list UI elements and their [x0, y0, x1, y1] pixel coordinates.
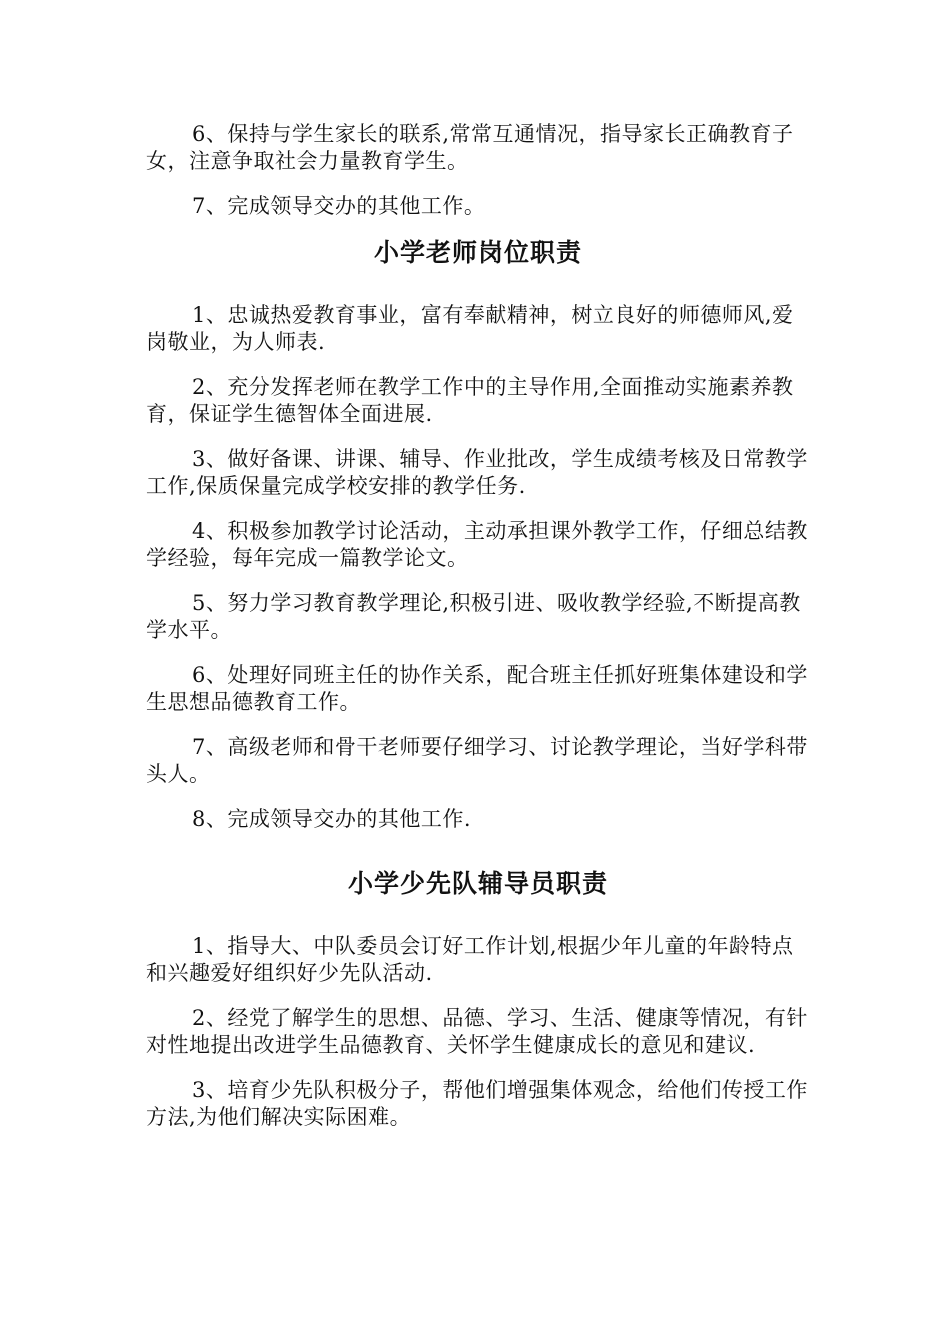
paragraph-item: 7、完成领导交办的其他工作。 — [192, 194, 486, 218]
paragraph-item: 7、高级老师和骨干老师要仔细学习、讨论教学理论，当好学科带头人。 — [146, 735, 808, 786]
paragraph-item: 6、保持与学生家长的联系,常常互通情况，指导家长正确教育子女，注意争取社会力量教育学生。 — [146, 122, 794, 173]
paragraph-item: 8、完成领导交办的其他工作. — [192, 807, 472, 831]
paragraph-item: 5、努力学习教育教学理论,积极引进、吸收教学经验,不断提高教学水平。 — [146, 591, 801, 642]
paragraph-item: 3、做好备课、讲课、辅导、作业批改，学生成绩考核及日常教学工作,保质保量完成学校安排的教学任务. — [146, 447, 808, 498]
section-heading-pioneer-counselor-duties: 小学少先队辅导员职责 — [347, 869, 608, 898]
paragraph-item: 4、积极参加教学讨论活动，主动承担课外教学工作，仔细总结教学经验，每年完成一篇教学论文。 — [146, 519, 808, 570]
section-heading-teacher-duties: 小学老师岗位职责 — [373, 238, 582, 267]
paragraph-item: 2、经党了解学生的思想、品德、学习、生活、健康等情况，有针对性地提出改进学生品德教育、关怀学生健康成长的意见和建议. — [146, 1006, 808, 1057]
paragraph-item: 1、忠诚热爱教育事业，富有奉献精神，树立良好的师德师风,爱岗敬业，为人师表. — [146, 303, 794, 354]
document-body — [146, 121, 810, 1149]
paragraph-item: 2、充分发挥老师在教学工作中的主导作用,全面推动实施素养教育，保证学生德智体全面进展. — [146, 375, 794, 426]
paragraph-item: 6、处理好同班主任的协作关系，配合班主任抓好班集体建设和学生思想品德教育工作。 — [146, 663, 808, 714]
paragraph-item: 3、培育少先队积极分子，帮他们增强集体观念，给他们传授工作方法,为他们解决实际困难。 — [146, 1078, 808, 1129]
paragraph-item: 1、指导大、中队委员会订好工作计划,根据少年儿童的年龄特点和兴趣爱好组织好少先队活动. — [146, 934, 794, 985]
